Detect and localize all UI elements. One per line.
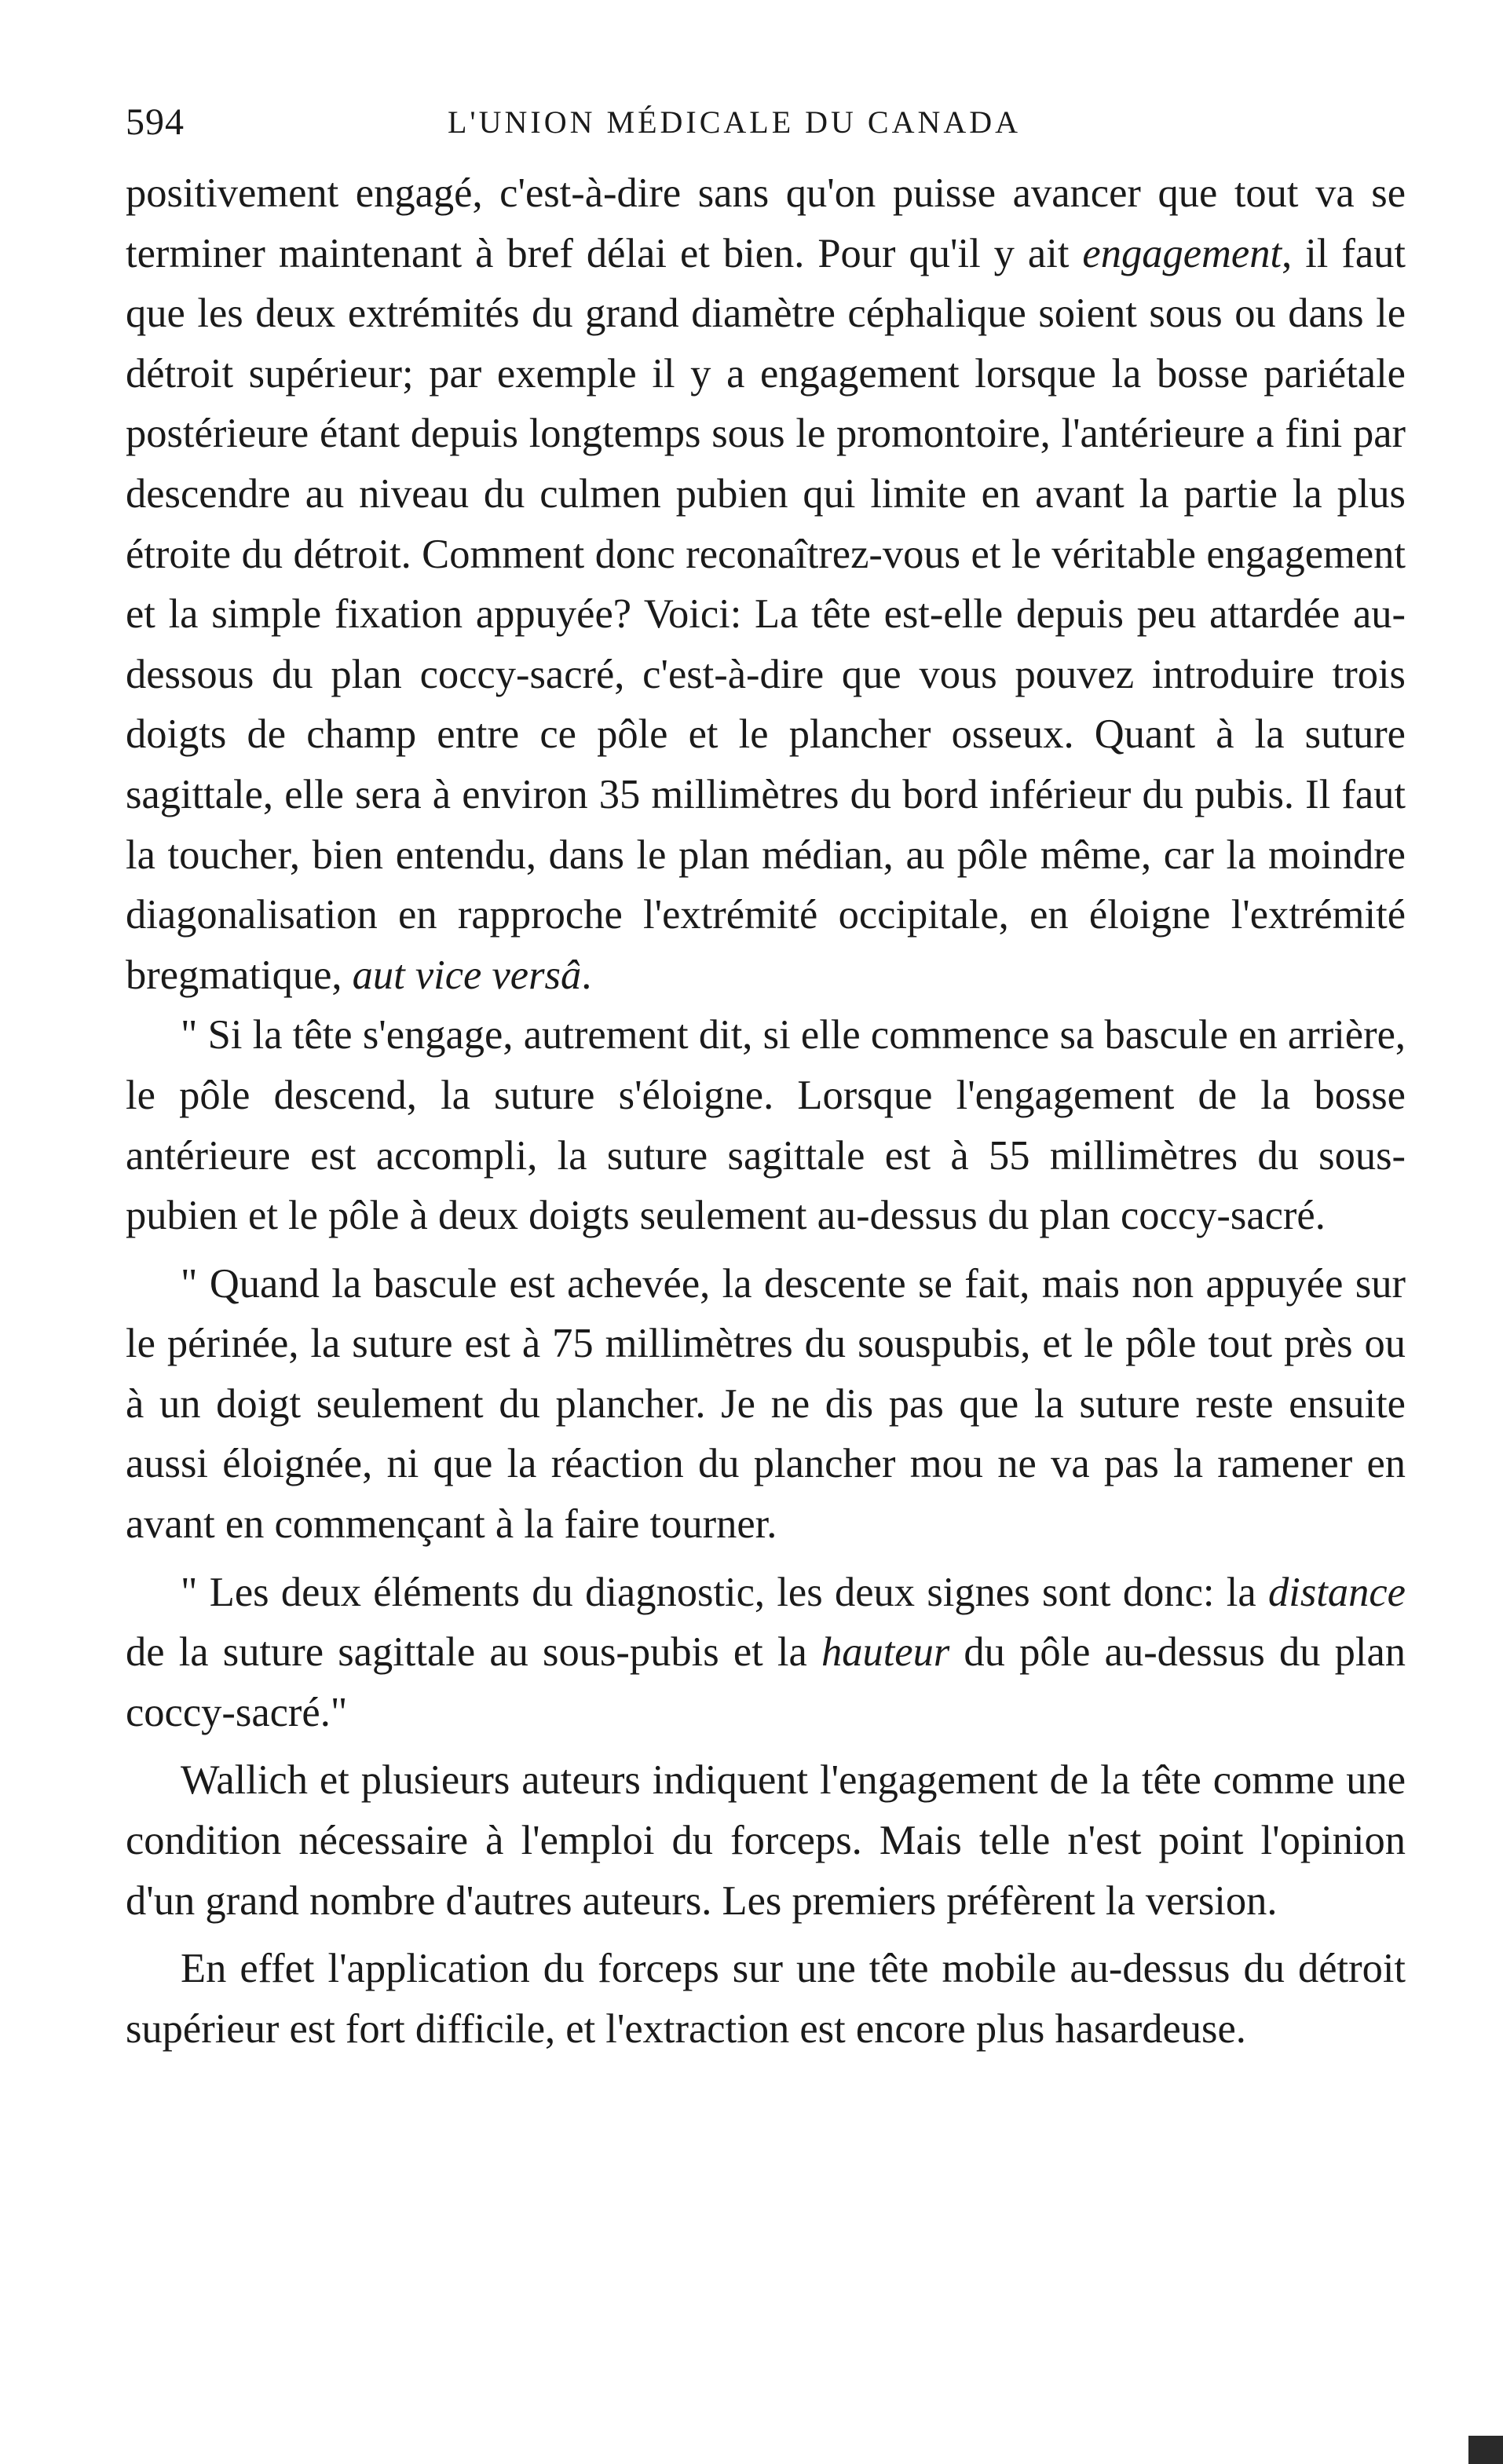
emphasis-distance: distance <box>1268 1569 1406 1615</box>
page <box>126 93 1406 2059</box>
paragraph-4-text-c: du pôle au-dessus du plan coccy-sacré." <box>126 1629 1406 1735</box>
emphasis-engagement: engagement <box>1082 230 1282 276</box>
page-header <box>126 93 1406 163</box>
scan-corner-mark <box>1468 2436 1503 2464</box>
paragraph-2: " Si la tête s'engage, autrement dit, si elle commence sa bascule en arrière, le pôle descend, la suture s'éloigne. Lorsque l'engagement de la bosse antérieure est accompli, la suture sagittale est à 55 millimètres du sous-pubien et le pôle à deux doigts seulement au-dessus du plan coccy-sacré. <box>126 1012 1406 1239</box>
emphasis-aut-vice-versa: aut vice versâ <box>352 952 582 998</box>
paragraph-6: En effet l'application du forceps sur une tête mobile au-dessus du détroit supérieur est fort difficile, et l'extraction est encore plus hasardeuse. <box>126 1946 1406 2052</box>
page-body <box>126 163 1406 2059</box>
paragraph-1-text-b: , il faut que les deux extrémités du grand diamètre céphalique soient sous ou dans le détroit supérieur; par exemple il y a engagement lorsque la bosse pariétale postérieure étant depuis longtemps sous le promontoire, l'antérieure a fini par descendre au niveau du culmen pubien qui limite en avant la partie la plus étroite du détroit. Comment donc reconaîtrez-vous et le véritable engagement et la simple fixation appuyée? Voici: La tête est-elle depuis peu attardée au-dessous du plan coccy-sacré, c'est-à-dire que vous pouvez introduire trois doigts de champ entre ce pôle et le plancher osseux. Quant à la suture sagittale, elle sera à environ 35 millimètres du bord inférieur du pubis. Il faut la toucher, bien entendu, dans le plan médian, au pôle même, car la moindre diagonalisation en rapproche l'extrémité occipitale, en éloigne l'extrémité bregmatique, <box>126 230 1406 998</box>
paragraph-4-text-a: " Les deux éléments du diagnostic, les deux signes sont donc: la <box>181 1569 1269 1615</box>
paragraph-3: " Quand la bascule est achevée, la descente se fait, mais non appuyée sur le périnée, la suture est à 75 millimètres du souspubis, et le pôle tout près ou à un doigt seulement du plancher. Je ne dis pas que la suture reste ensuite aussi éloignée, ni que la réaction du plancher mou ne va pas la ramener en avant en commençant à la faire tourner. <box>126 1260 1406 1548</box>
paragraph-1-text-c: . <box>581 952 592 998</box>
emphasis-hauteur: hauteur <box>821 1629 950 1676</box>
paragraph-4 <box>126 1563 1406 1743</box>
paragraph-4-text-b: de la suture sagittale au sous-pubis et la <box>126 1629 821 1676</box>
paragraph-5: Wallich et plusieurs auteurs indiquent l'engagement de la tête comme une condition nécessaire à l'emploi du forceps. Mais telle n'est point l'opinion d'un grand nombre d'autres auteurs. Les premiers préfèrent la version. <box>126 1757 1406 1924</box>
running-head: L'UNION MÉDICALE DU CANADA <box>448 104 1022 140</box>
paragraph-1 <box>126 163 1406 1005</box>
paragraph-1-text-a: positivement engagé, c'est-à-dire sans qu'on puisse avancer que tout va se terminer maintenant à bref délai et bien. Pour qu'il y ait <box>126 170 1406 276</box>
page-number: 594 <box>126 101 185 143</box>
